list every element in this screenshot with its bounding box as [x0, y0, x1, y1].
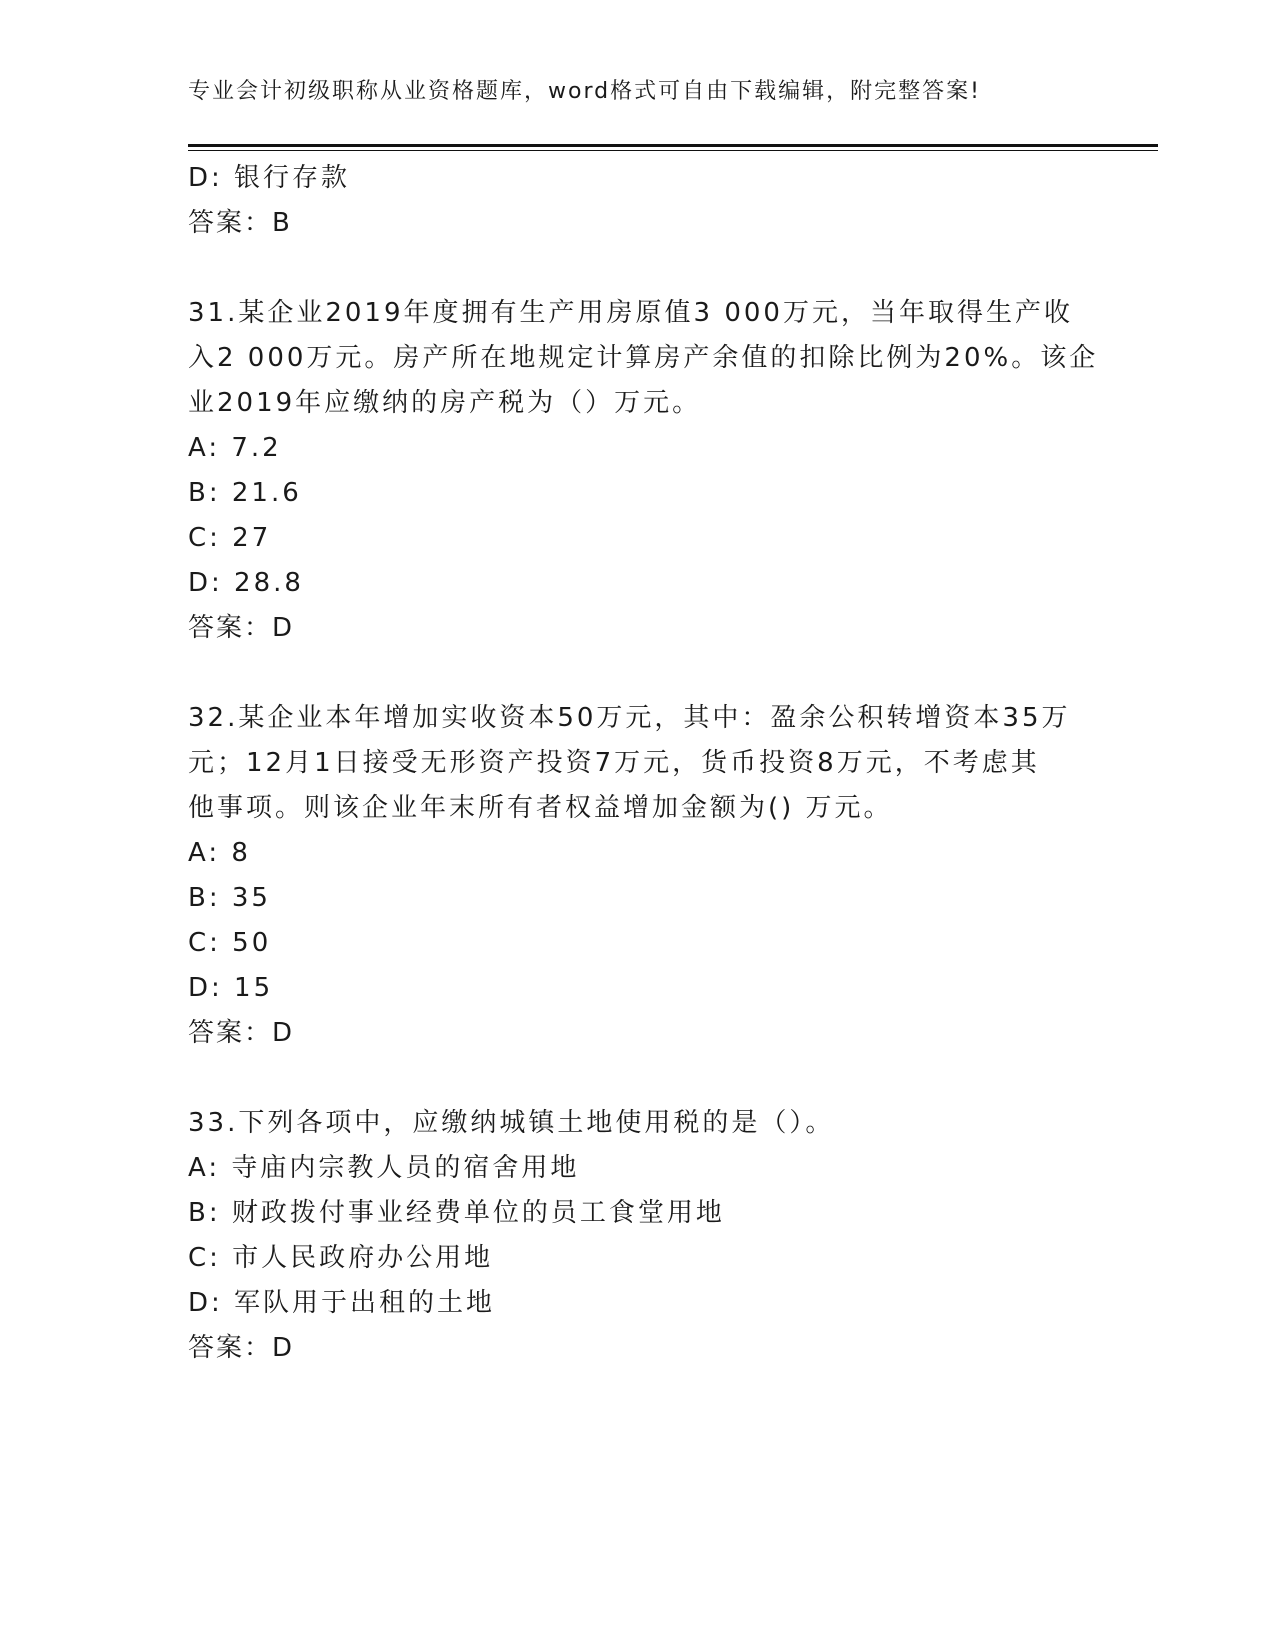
question-31 [188, 291, 1099, 651]
option-a: A: 8 [188, 838, 251, 868]
question-content [188, 156, 1099, 1371]
question-stem [188, 1101, 1088, 1146]
stem-line: 他事项。则该企业年末所有者权益增加金额为() 万元。 [188, 793, 893, 823]
stem-line: 元；12月1日接受无形资产投资7万元，货币投资8万元，不考虑其 [188, 748, 1040, 778]
spacer [188, 246, 1088, 291]
question-stem [188, 291, 1099, 426]
option-b: B: 21.6 [188, 478, 302, 508]
question-33 [188, 1101, 1088, 1371]
option-c: C: 27 [188, 523, 272, 553]
answer: 答案：D [188, 1333, 295, 1363]
stem-line: 入2 000万元。房产所在地规定计算房产余值的扣除比例为20%。该企 [188, 343, 1099, 373]
page-header: 专业会计初级职称从业资格题库，word格式可自由下载编辑，附完整答案! [188, 79, 981, 104]
question-stem [188, 696, 1088, 831]
question-32 [188, 696, 1088, 1056]
stem-line: 33.下列各项中，应缴纳城镇土地使用税的是（）。 [188, 1108, 835, 1138]
stem-line: 32.某企业本年增加实收资本50万元，其中：盈余公积转增资本35万 [188, 703, 1071, 733]
header-rule-thin [188, 150, 1158, 151]
stem-line: 业2019年应缴纳的房产税为（）万元。 [188, 388, 702, 418]
option-c: C: 50 [188, 928, 272, 958]
option-a: A: 7.2 [188, 433, 282, 463]
option-b: B: 财政拨付事业经费单位的员工食堂用地 [188, 1198, 725, 1228]
option-d-continued: D: 银行存款 [188, 163, 351, 193]
spacer [188, 651, 1088, 696]
option-a: A: 寺庙内宗教人员的宿舍用地 [188, 1153, 580, 1183]
option-d: D: 军队用于出租的土地 [188, 1288, 496, 1318]
option-c: C: 市人民政府办公用地 [188, 1243, 494, 1273]
spacer [188, 1056, 1088, 1101]
answer-continued: 答案：B [188, 208, 292, 238]
option-d: D: 15 [188, 973, 274, 1003]
answer: 答案：D [188, 1018, 295, 1048]
stem-line: 31.某企业2019年度拥有生产用房原值3 000万元，当年取得生产收 [188, 298, 1073, 328]
header-rule-thick [188, 144, 1158, 147]
answer: 答案：D [188, 613, 295, 643]
option-d: D: 28.8 [188, 568, 304, 598]
option-b: B: 35 [188, 883, 271, 913]
